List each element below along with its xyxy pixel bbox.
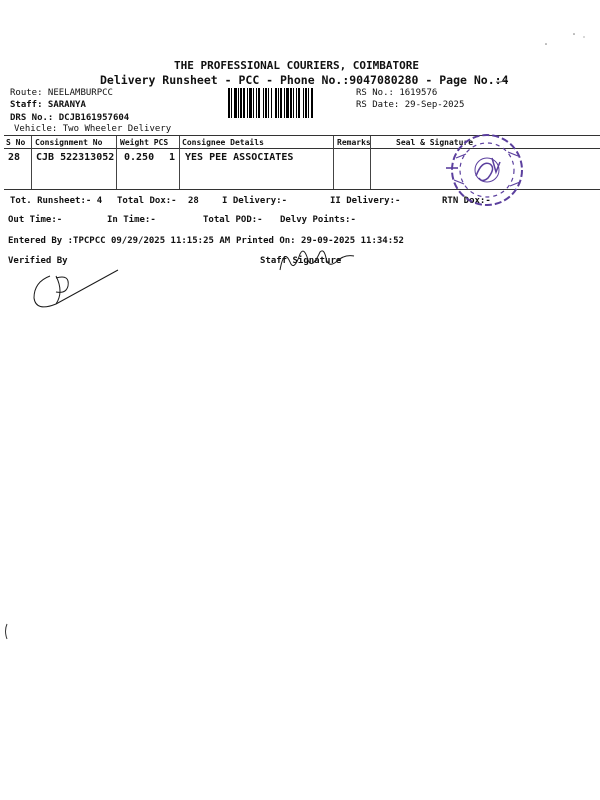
seal-stamp: [436, 128, 538, 208]
route-label: Route: NEELAMBURPCC: [10, 88, 113, 98]
row-pcs: 1: [169, 152, 176, 163]
document-title: THE PROFESSIONAL COURIERS, COIMBATORE: [174, 59, 420, 72]
pen-mark: [495, 78, 509, 84]
row-consignment: CJB 522313052: [36, 152, 115, 163]
entered-by: Entered By :TPCPCC 09/29/2025 11:15:25 AM: [8, 236, 231, 246]
row-sno: 28: [8, 152, 21, 163]
barcode: [228, 88, 354, 118]
i-delivery: I Delivery:-: [222, 196, 288, 206]
header-seal-signature: Seal & Signature: [396, 138, 474, 147]
header-remarks: Remarks: [337, 138, 371, 147]
margin-mark: [2, 622, 10, 642]
header-weight-pcs: Weight PCS: [120, 138, 169, 147]
col-divider: [116, 136, 117, 189]
col-divider: [179, 136, 180, 189]
total-pod: Total POD:-: [203, 215, 263, 225]
col-divider: [333, 136, 334, 189]
rtn-dox: RTN Dox:-: [442, 196, 491, 206]
scan-specks: [540, 28, 590, 48]
rs-number: RS No.: 1619576: [356, 88, 438, 98]
total-dox-label: Total Dox:-: [117, 196, 177, 206]
in-time: In Time:-: [107, 215, 156, 225]
delvy-points: Delvy Points:-: [280, 215, 356, 225]
row-consignee: YES PEE ASSOCIATES: [185, 152, 294, 163]
printed-on: Printed On: 29-09-2025 11:34:52: [236, 236, 404, 246]
header-consignee: Consignee Details: [182, 138, 264, 147]
total-dox-value: 28: [188, 196, 199, 206]
ii-delivery: II Delivery:-: [330, 196, 401, 206]
header-sno: S No: [6, 138, 26, 147]
tot-runsheet: Tot. Runsheet:- 4: [10, 196, 103, 206]
document-subtitle: Delivery Runsheet - PCC - Phone No.:9047080280 - Page No.:4: [100, 73, 509, 87]
row-weight: 0.250: [124, 152, 155, 163]
verified-by: Verified By: [8, 256, 68, 266]
out-time: Out Time:-: [8, 215, 63, 225]
vehicle-label: Vehicle: Two Wheeler Delivery: [14, 124, 172, 134]
staff-label: Staff: SARANYA: [10, 100, 86, 110]
drs-number: DRS No.: DCJB161957604: [10, 113, 130, 123]
verified-signature-scribble: [26, 268, 126, 314]
rs-date: RS Date: 29-Sep-2025: [356, 100, 465, 110]
staff-signature-label: Staff Signature: [260, 256, 342, 266]
col-divider: [31, 136, 32, 189]
header-consignment: Consignment No: [35, 138, 103, 147]
staff-signature-scribble: [270, 244, 360, 276]
